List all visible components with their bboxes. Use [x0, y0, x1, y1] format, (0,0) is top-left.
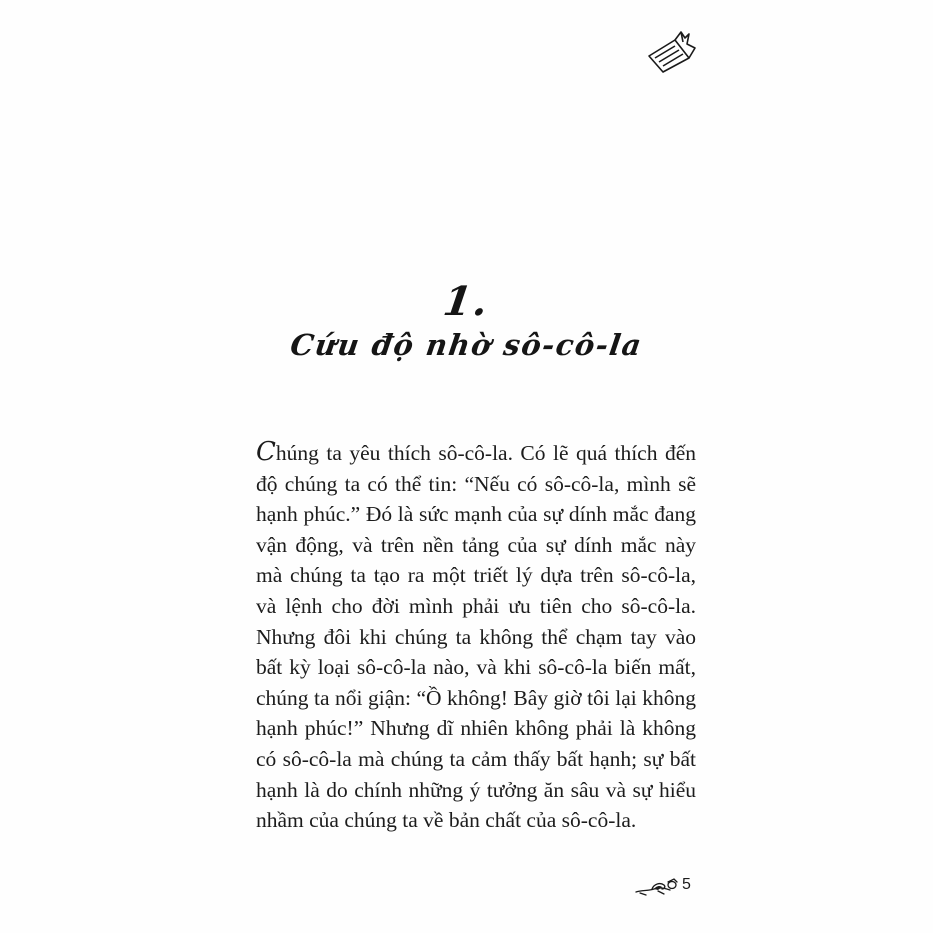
- paragraph-text: húng ta yêu thích sô-cô-la. Có lẽ quá thích đến độ chúng ta có thể tin: “Nếu có sô-cô-la, mình sẽ hạnh phúc.” Đó là sức mạnh của sự dính mắc đang vận động, và trên nền tảng của sự dính mắc này mà chúng ta tạo ra một triết lý dựa trên sô-cô-la, và lệnh cho đời mình phải ưu tiên cho sô-cô-la. Nhưng đôi khi chúng ta không thể chạm tay vào bất kỳ loại sô-cô-la nào, và khi sô-cô-la biến mất, chúng ta nổi giận: “Ồ không! Bây giờ tôi lại không hạnh phúc!” Nhưng dĩ nhiên không phải là không có sô-cô-la mà chúng ta cảm thấy bất hạnh; sự bất hạnh là do chính những ý tưởng ăn sâu và sự hiểu nhầm của chúng ta về bản chất của sô-cô-la.: [256, 441, 696, 833]
- book-sign-icon: [645, 30, 697, 74]
- page-number: 5: [682, 876, 691, 893]
- paragraph-first-letter: C: [256, 437, 276, 467]
- chapter-number: 1.: [440, 278, 493, 325]
- chapter-paragraph: [256, 437, 696, 836]
- page-footer: [634, 874, 704, 898]
- chapter-title: Cứu độ nhờ sô-cô-la: [288, 328, 645, 362]
- sleeping-figure-ornament-icon: [634, 876, 680, 896]
